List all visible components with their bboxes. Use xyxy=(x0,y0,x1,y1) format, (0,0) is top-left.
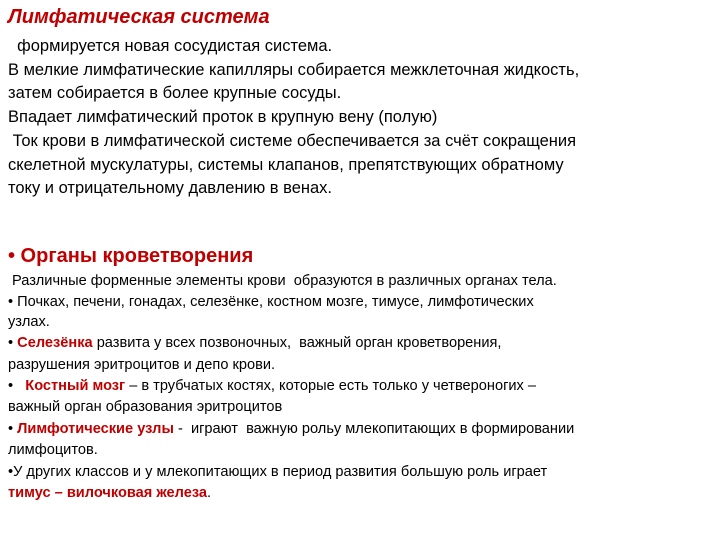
thymus-term: тимус – вилочковая железа xyxy=(8,484,207,501)
spleen-item-continued: разрушения эритроцитов и депо крови. xyxy=(8,356,276,373)
text-line: скелетной мускулатуры, системы клапанов, препятствующих обратному xyxy=(8,155,564,174)
marrow-text: – в трубчатых костях, которые есть только у четвероногих – xyxy=(125,378,537,395)
thymus-period: . xyxy=(207,484,212,501)
organs-list-line: • Почках, печени, гонадах, селезёнке, костном мозге, тимусе, лимфотических xyxy=(8,294,534,311)
text-line: В мелкие лимфатические капилляры собирается межклеточная жидкость, xyxy=(8,60,580,79)
text-line: формируется новая сосудистая система. xyxy=(8,37,333,55)
marrow-item xyxy=(8,375,716,398)
lymph-system-description xyxy=(8,35,714,201)
lymph-nodes-text: - играют важную рольу млекопитающих в формировании xyxy=(173,420,575,437)
organs-list-line: узлах. xyxy=(8,313,50,330)
text-line: току и отрицательному давлению в венах. xyxy=(8,179,333,198)
text-line: Ток крови в лимфатической системе обеспечивается за счёт сокращения xyxy=(8,131,577,150)
spleen-term: Селезёнка xyxy=(17,335,93,352)
bullet: • xyxy=(8,378,26,395)
slide-title: Лимфатическая система xyxy=(8,6,270,28)
text-line: Впадает лимфатический проток в крупную вену (полую) xyxy=(8,108,438,127)
organs-description xyxy=(8,270,716,504)
organs-heading: • Органы кроветворения xyxy=(8,245,254,267)
lymph-nodes-item-continued: лимфоцитов. xyxy=(8,442,98,459)
lymph-nodes-term: Лимфотические узлы xyxy=(17,420,174,437)
spleen-item xyxy=(8,332,716,355)
spleen-text: развита у всех позвоночных, важный орган кроветворения, xyxy=(92,335,502,352)
thymus-item: •У других классов и у млекопитающих в период развития большую роль играет xyxy=(8,463,548,480)
bullet: • xyxy=(8,420,18,437)
marrow-item-continued: важный орган образования эритроцитов xyxy=(8,399,283,416)
text-line: затем собирается в более крупные сосуды. xyxy=(8,84,342,103)
thymus-item-continued xyxy=(8,484,716,504)
bullet: • xyxy=(8,335,18,352)
organs-intro: Различные форменные элементы крови образуются в различных органах тела. xyxy=(8,273,557,289)
marrow-term: Костный мозг xyxy=(25,378,126,395)
lymph-nodes-item xyxy=(8,418,716,441)
